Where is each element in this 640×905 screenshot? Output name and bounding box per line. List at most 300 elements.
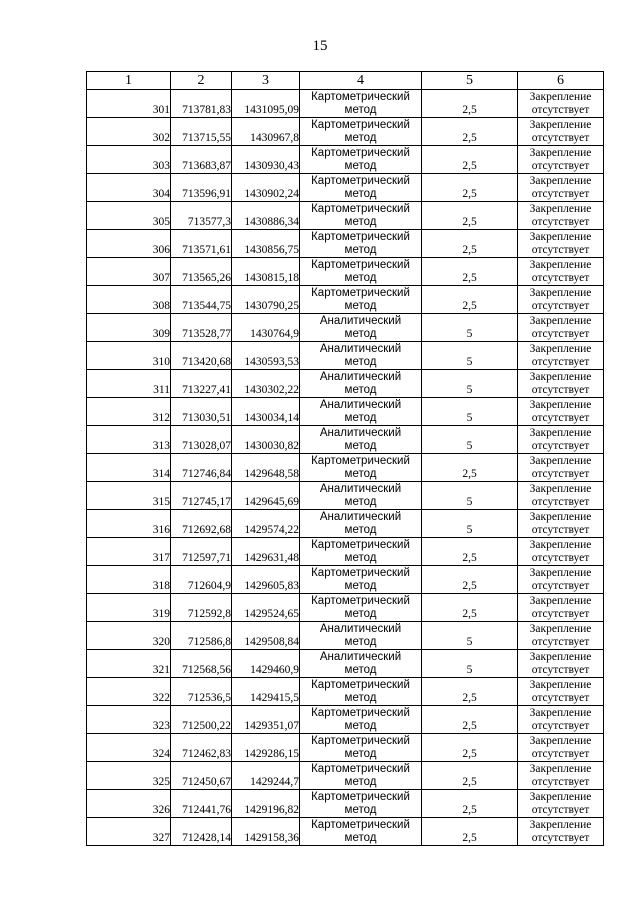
fixation-label: Закрепление [529,231,592,243]
coordinate-y: 1429286,15 [232,734,300,762]
point-number: 327 [87,818,171,846]
method-word: метод [344,636,377,648]
coordinate-y: 1430815,18 [232,258,300,286]
fixation-label: Закрепление [529,623,592,635]
table-header-row [87,72,604,90]
method-cell [300,790,422,818]
fixation-cell [518,734,604,762]
method-word: метод [344,524,377,536]
coordinate-x: 712500,22 [171,706,232,734]
point-number: 309 [87,314,171,342]
accuracy-value: 2,5 [422,258,518,286]
fixation-label: Закрепление [529,119,592,131]
method-cell [300,202,422,230]
fixation-cell [518,678,604,706]
coordinate-y: 1430034,14 [232,398,300,426]
accuracy-value: 5 [422,650,518,678]
table-row [87,146,604,174]
point-number: 302 [87,118,171,146]
coordinate-x: 712692,68 [171,510,232,538]
accuracy-value: 5 [422,426,518,454]
table-row [87,706,604,734]
accuracy-value: 2,5 [422,118,518,146]
coordinate-y: 1429158,36 [232,818,300,846]
fixation-cell [518,90,604,118]
table-row [87,230,604,258]
method-name: Аналитический [319,315,402,327]
point-number: 325 [87,762,171,790]
fixation-status: отсутствует [531,216,590,228]
fixation-status: отсутствует [531,496,590,508]
fixation-status: отсутствует [531,188,590,200]
accuracy-value: 2,5 [422,90,518,118]
method-cell [300,566,422,594]
fixation-cell [518,706,604,734]
point-number: 326 [87,790,171,818]
point-number: 303 [87,146,171,174]
fixation-status: отсутствует [531,720,590,732]
table-body [87,90,604,846]
method-name: Картометрический [311,539,410,551]
method-word: метод [344,580,377,592]
table-row [87,566,604,594]
accuracy-value: 5 [422,314,518,342]
method-name: Картометрический [311,147,410,159]
coordinate-x: 713715,55 [171,118,232,146]
method-word: метод [344,468,377,480]
coordinate-x: 713565,26 [171,258,232,286]
fixation-cell [518,258,604,286]
coordinate-x: 712536,5 [171,678,232,706]
coordinate-x: 713683,87 [171,146,232,174]
coordinate-x: 713544,75 [171,286,232,314]
point-number: 311 [87,370,171,398]
method-name: Аналитический [319,483,402,495]
table-row [87,538,604,566]
fixation-cell [518,622,604,650]
method-word: метод [344,720,377,732]
method-cell [300,258,422,286]
coordinate-y: 1431095,09 [232,90,300,118]
column-header-2: 2 [171,72,232,90]
fixation-status: отсутствует [531,328,590,340]
table-row [87,622,604,650]
fixation-status: отсутствует [531,580,590,592]
coordinate-x: 713420,68 [171,342,232,370]
fixation-status: отсутствует [531,300,590,312]
method-name: Картометрический [311,707,410,719]
fixation-label: Закрепление [529,287,592,299]
accuracy-value: 2,5 [422,286,518,314]
method-cell [300,678,422,706]
coordinate-x: 712592,8 [171,594,232,622]
fixation-label: Закрепление [529,763,592,775]
table-row [87,286,604,314]
method-word: метод [344,272,377,284]
coordinate-x: 712745,17 [171,482,232,510]
fixation-label: Закрепление [529,539,592,551]
coordinate-x: 712441,76 [171,790,232,818]
method-name: Картометрический [311,595,410,607]
coordinate-x: 712597,71 [171,538,232,566]
fixation-label: Закрепление [529,595,592,607]
fixation-label: Закрепление [529,455,592,467]
coordinate-y: 1429508,84 [232,622,300,650]
fixation-status: отсутствует [531,524,590,536]
fixation-status: отсутствует [531,468,590,480]
accuracy-value: 2,5 [422,538,518,566]
table-row [87,314,604,342]
method-name: Аналитический [319,343,402,355]
method-name: Картометрический [311,735,410,747]
column-header-3: 3 [232,72,300,90]
point-number: 317 [87,538,171,566]
coordinate-y: 1429460,9 [232,650,300,678]
coordinate-x: 712586,8 [171,622,232,650]
table-row [87,510,604,538]
coordinate-y: 1429645,69 [232,482,300,510]
point-number: 307 [87,258,171,286]
coordinate-y: 1429244,7 [232,762,300,790]
accuracy-value: 2,5 [422,230,518,258]
fixation-cell [518,146,604,174]
coordinate-y: 1430030,82 [232,426,300,454]
method-name: Картометрический [311,679,410,691]
method-word: метод [344,412,377,424]
method-cell [300,426,422,454]
coordinate-y: 1429605,83 [232,566,300,594]
column-header-1: 1 [87,72,171,90]
table-row [87,90,604,118]
method-word: метод [344,496,377,508]
method-name: Картометрический [311,455,410,467]
fixation-cell [518,174,604,202]
column-header-5: 5 [422,72,518,90]
column-header-6: 6 [518,72,604,90]
method-name: Картометрический [311,175,410,187]
coordinate-x: 712428,14 [171,818,232,846]
fixation-cell [518,426,604,454]
coordinate-x: 712746,84 [171,454,232,482]
accuracy-value: 2,5 [422,174,518,202]
fixation-status: отсутствует [531,244,590,256]
method-cell [300,510,422,538]
coordinate-y: 1430856,75 [232,230,300,258]
method-word: метод [344,664,377,676]
fixation-cell [518,538,604,566]
fixation-label: Закрепление [529,259,592,271]
fixation-cell [518,230,604,258]
method-cell [300,90,422,118]
method-word: метод [344,300,377,312]
fixation-status: отсутствует [531,692,590,704]
coordinate-x: 713028,07 [171,426,232,454]
method-word: метод [344,104,377,116]
method-cell [300,762,422,790]
fixation-cell [518,286,604,314]
point-number: 323 [87,706,171,734]
table-row [87,818,604,846]
method-name: Картометрический [311,259,410,271]
fixation-label: Закрепление [529,91,592,103]
fixation-cell [518,454,604,482]
point-number: 320 [87,622,171,650]
point-number: 305 [87,202,171,230]
method-name: Картометрический [311,119,410,131]
coordinate-y: 1429196,82 [232,790,300,818]
point-number: 306 [87,230,171,258]
method-name: Картометрический [311,819,410,831]
accuracy-value: 5 [422,510,518,538]
method-cell [300,342,422,370]
fixation-label: Закрепление [529,203,592,215]
fixation-cell [518,818,604,846]
method-word: метод [344,160,377,172]
method-cell [300,314,422,342]
accuracy-value: 2,5 [422,146,518,174]
method-word: метод [344,552,377,564]
point-number: 310 [87,342,171,370]
fixation-label: Закрепление [529,707,592,719]
coordinate-y: 1429524,65 [232,594,300,622]
method-word: метод [344,832,377,844]
accuracy-value: 2,5 [422,566,518,594]
fixation-label: Закрепление [529,343,592,355]
method-cell [300,174,422,202]
point-number: 321 [87,650,171,678]
method-word: метод [344,244,377,256]
fixation-status: отсутствует [531,748,590,760]
fixation-cell [518,790,604,818]
fixation-status: отсутствует [531,552,590,564]
method-cell [300,286,422,314]
fixation-status: отсутствует [531,832,590,844]
method-cell [300,734,422,762]
fixation-status: отсутствует [531,412,590,424]
method-cell [300,398,422,426]
table-row [87,482,604,510]
method-name: Аналитический [319,399,402,411]
fixation-label: Закрепление [529,651,592,663]
coordinate-y: 1430764,9 [232,314,300,342]
table-row [87,370,604,398]
coordinate-y: 1430790,25 [232,286,300,314]
coordinate-y: 1429631,48 [232,538,300,566]
fixation-status: отсутствует [531,608,590,620]
accuracy-value: 5 [422,398,518,426]
method-word: метод [344,132,377,144]
fixation-status: отсутствует [531,160,590,172]
table-row [87,342,604,370]
fixation-cell [518,510,604,538]
method-word: метод [344,216,377,228]
method-word: метод [344,804,377,816]
fixation-label: Закрепление [529,567,592,579]
table-row [87,454,604,482]
table-row [87,650,604,678]
method-cell [300,230,422,258]
method-cell [300,706,422,734]
fixation-cell [518,398,604,426]
method-word: метод [344,188,377,200]
fixation-cell [518,202,604,230]
table-row [87,594,604,622]
coordinate-y: 1429351,07 [232,706,300,734]
method-cell [300,538,422,566]
method-cell [300,454,422,482]
accuracy-value: 2,5 [422,202,518,230]
fixation-cell [518,118,604,146]
point-number: 313 [87,426,171,454]
coordinate-x: 713781,83 [171,90,232,118]
fixation-label: Закрепление [529,791,592,803]
table-row [87,678,604,706]
fixation-cell [518,762,604,790]
point-number: 316 [87,510,171,538]
fixation-status: отсутствует [531,272,590,284]
fixation-label: Закрепление [529,399,592,411]
page-number: 15 [312,38,328,54]
method-word: метод [344,692,377,704]
fixation-cell [518,594,604,622]
method-cell [300,594,422,622]
coordinate-y: 1430902,24 [232,174,300,202]
method-word: метод [344,776,377,788]
accuracy-value: 2,5 [422,818,518,846]
fixation-cell [518,314,604,342]
table-row [87,258,604,286]
method-name: Аналитический [319,651,402,663]
accuracy-value: 5 [422,370,518,398]
coordinate-x: 713596,91 [171,174,232,202]
table-row [87,118,604,146]
coordinate-x: 713528,77 [171,314,232,342]
table-row [87,174,604,202]
accuracy-value: 2,5 [422,790,518,818]
coordinate-y: 1430930,43 [232,146,300,174]
coordinate-x: 713577,3 [171,202,232,230]
method-name: Аналитический [319,371,402,383]
coordinate-x: 713571,61 [171,230,232,258]
coordinate-y: 1430302,22 [232,370,300,398]
fixation-status: отсутствует [531,664,590,676]
point-number: 318 [87,566,171,594]
fixation-label: Закрепление [529,175,592,187]
method-name: Картометрический [311,763,410,775]
accuracy-value: 5 [422,342,518,370]
fixation-label: Закрепление [529,819,592,831]
fixation-status: отсутствует [531,356,590,368]
accuracy-value: 2,5 [422,454,518,482]
point-number: 314 [87,454,171,482]
coordinate-y: 1430593,53 [232,342,300,370]
coordinate-y: 1429648,58 [232,454,300,482]
method-word: метод [344,328,377,340]
method-name: Картометрический [311,287,410,299]
coordinate-x: 712450,67 [171,762,232,790]
point-number: 315 [87,482,171,510]
method-name: Картометрический [311,91,410,103]
fixation-cell [518,566,604,594]
table-row [87,762,604,790]
coordinate-y: 1430886,34 [232,202,300,230]
fixation-cell [518,370,604,398]
point-number: 304 [87,174,171,202]
method-name: Аналитический [319,427,402,439]
fixation-status: отсутствует [531,440,590,452]
point-number: 308 [87,286,171,314]
coordinate-x: 712462,83 [171,734,232,762]
accuracy-value: 2,5 [422,678,518,706]
point-number: 319 [87,594,171,622]
coordinate-x: 712568,56 [171,650,232,678]
table-row [87,202,604,230]
table-row [87,426,604,454]
accuracy-value: 2,5 [422,734,518,762]
coordinate-x: 713030,51 [171,398,232,426]
method-name: Картометрический [311,203,410,215]
method-cell [300,818,422,846]
method-name: Картометрический [311,791,410,803]
fixation-label: Закрепление [529,427,592,439]
point-number: 312 [87,398,171,426]
fixation-label: Закрепление [529,315,592,327]
method-word: метод [344,608,377,620]
method-word: метод [344,356,377,368]
accuracy-value: 2,5 [422,594,518,622]
method-word: метод [344,384,377,396]
coordinates-table [86,71,604,846]
table-row [87,398,604,426]
table-row [87,790,604,818]
fixation-label: Закрепление [529,147,592,159]
method-cell [300,370,422,398]
method-name: Аналитический [319,511,402,523]
fixation-status: отсутствует [531,776,590,788]
fixation-cell [518,650,604,678]
fixation-label: Закрепление [529,483,592,495]
point-number: 322 [87,678,171,706]
method-name: Картометрический [311,567,410,579]
fixation-status: отсутствует [531,104,590,116]
method-word: метод [344,748,377,760]
method-name: Аналитический [319,623,402,635]
point-number: 324 [87,734,171,762]
fixation-label: Закрепление [529,735,592,747]
fixation-cell [518,482,604,510]
fixation-status: отсутствует [531,636,590,648]
coordinate-y: 1430967,8 [232,118,300,146]
method-name: Картометрический [311,231,410,243]
coordinate-y: 1429415,5 [232,678,300,706]
point-number: 301 [87,90,171,118]
accuracy-value: 5 [422,482,518,510]
accuracy-value: 5 [422,622,518,650]
coordinate-y: 1429574,22 [232,510,300,538]
coordinate-x: 712604,9 [171,566,232,594]
fixation-label: Закрепление [529,511,592,523]
method-cell [300,622,422,650]
method-cell [300,118,422,146]
fixation-status: отсутствует [531,384,590,396]
accuracy-value: 2,5 [422,706,518,734]
column-header-4: 4 [300,72,422,90]
fixation-label: Закрепление [529,371,592,383]
fixation-cell [518,342,604,370]
method-cell [300,482,422,510]
fixation-status: отсутствует [531,132,590,144]
coordinate-x: 713227,41 [171,370,232,398]
